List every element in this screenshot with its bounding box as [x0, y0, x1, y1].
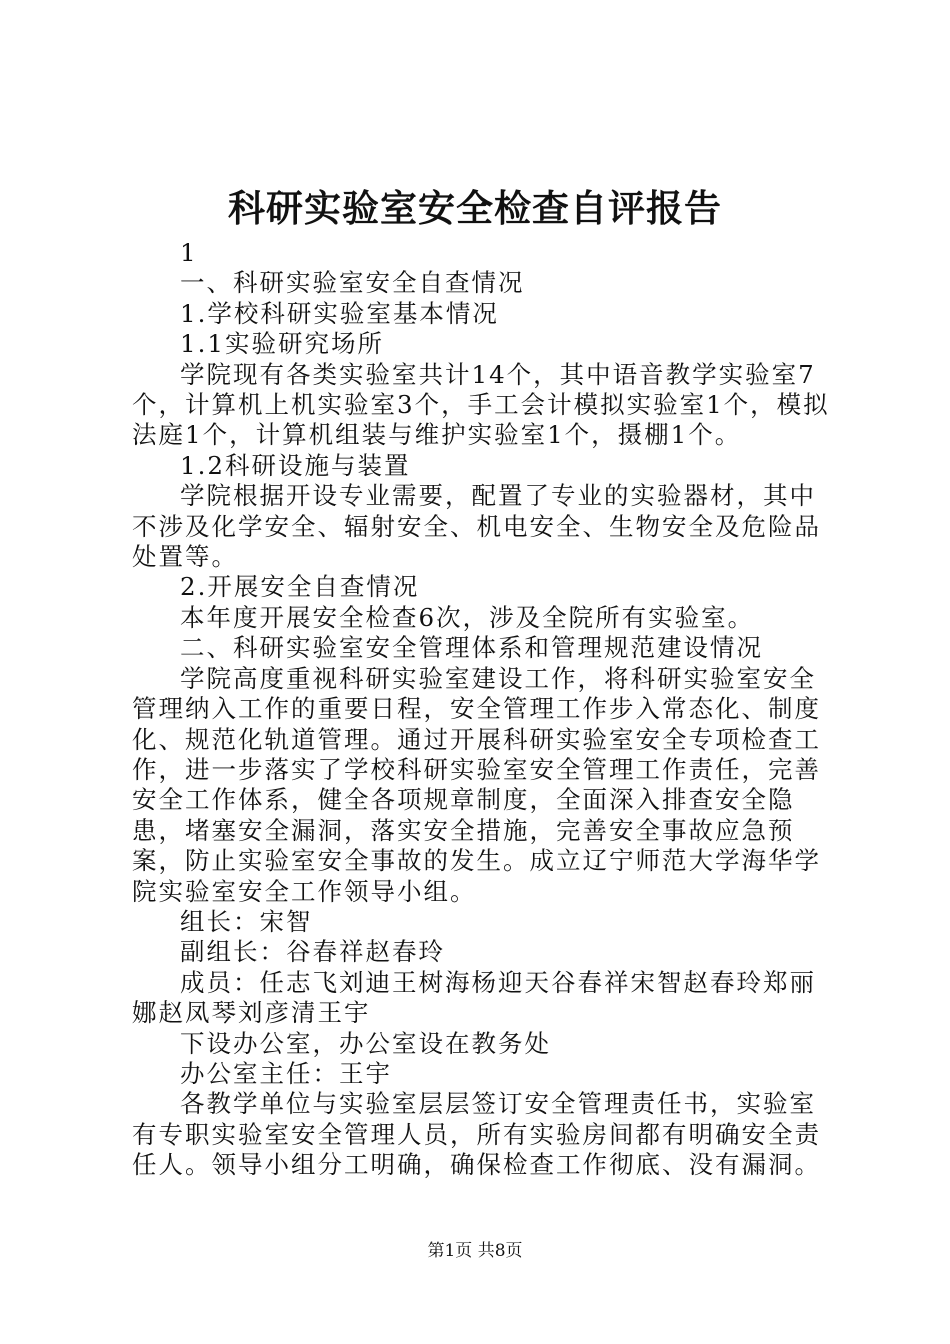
paragraph-inspections: 本年度开展安全检查6次，涉及全院所有实验室。: [180, 602, 755, 632]
paragraph-office: 下设办公室，办公室设在教务处: [180, 1028, 551, 1058]
paragraph-deputy-leader: 副组长：谷春祥赵春玲: [180, 937, 445, 967]
paragraph-lab-counts: 学院现有各类实验室共计14个，其中语音教学实验室7个，计算机上机实验室3个，手工会计模拟实验室1个，模拟法庭1个，计算机组装与维护实验室1个，摄棚1个。: [132, 359, 830, 450]
page-footer: 第1页 共8页: [427, 1241, 523, 1261]
heading-1-1: 1.1实验研究场所: [180, 329, 384, 359]
document-body: [132, 238, 832, 1181]
paragraph-section-number: 1: [180, 238, 198, 267]
heading-section-two: 二、科研实验室安全管理体系和管理规范建设情况: [180, 633, 763, 663]
heading-1-2: 1.2科研设施与装置: [180, 450, 411, 480]
heading-section-one: 一、科研实验室安全自查情况: [180, 268, 525, 298]
heading-2: 2.开展安全自查情况: [180, 572, 420, 602]
paragraph-responsibility: 各教学单位与实验室层层签订安全管理责任书，实验室有专职实验室安全管理人员，所有实验房间都有明确安全责任人。领导小组分工明确，确保检查工作彻底、没有漏洞。: [132, 1089, 821, 1180]
paragraph-equipment: 学院根据开设专业需要，配置了专业的实验器材，其中不涉及化学安全、辐射安全、机电安全、生物安全及危险品处置等。: [132, 481, 821, 572]
paragraph-management: 学院高度重视科研实验室建设工作，将科研实验室安全管理纳入工作的重要日程，安全管理工作步入常态化、制度化、规范化轨道管理。通过开展科研实验室安全专项检查工作，进一步落实了学校科研实验室安全管理工作责任，完善安全工作体系，健全各项规章制度，全面深入排查安全隐患，堵塞安全漏洞，落实安全措施，完善安全事故应急预案，防止实验室安全事故的发生。成立辽宁师范大学海华学院实验室安全工作领导小组。: [132, 663, 821, 906]
heading-1: 1.学校科研实验室基本情况: [180, 298, 499, 328]
paragraph-office-director: 办公室主任：王宇: [180, 1058, 392, 1088]
paragraph-members: 成员：任志飞刘迪王树海杨迎天谷春祥宋智赵春玲郑丽娜赵凤琴刘彦清王宇: [132, 967, 816, 1028]
paragraph-group-leader: 组长：宋智: [180, 906, 313, 936]
document-title: 科研实验室安全检查自评报告: [228, 186, 722, 230]
